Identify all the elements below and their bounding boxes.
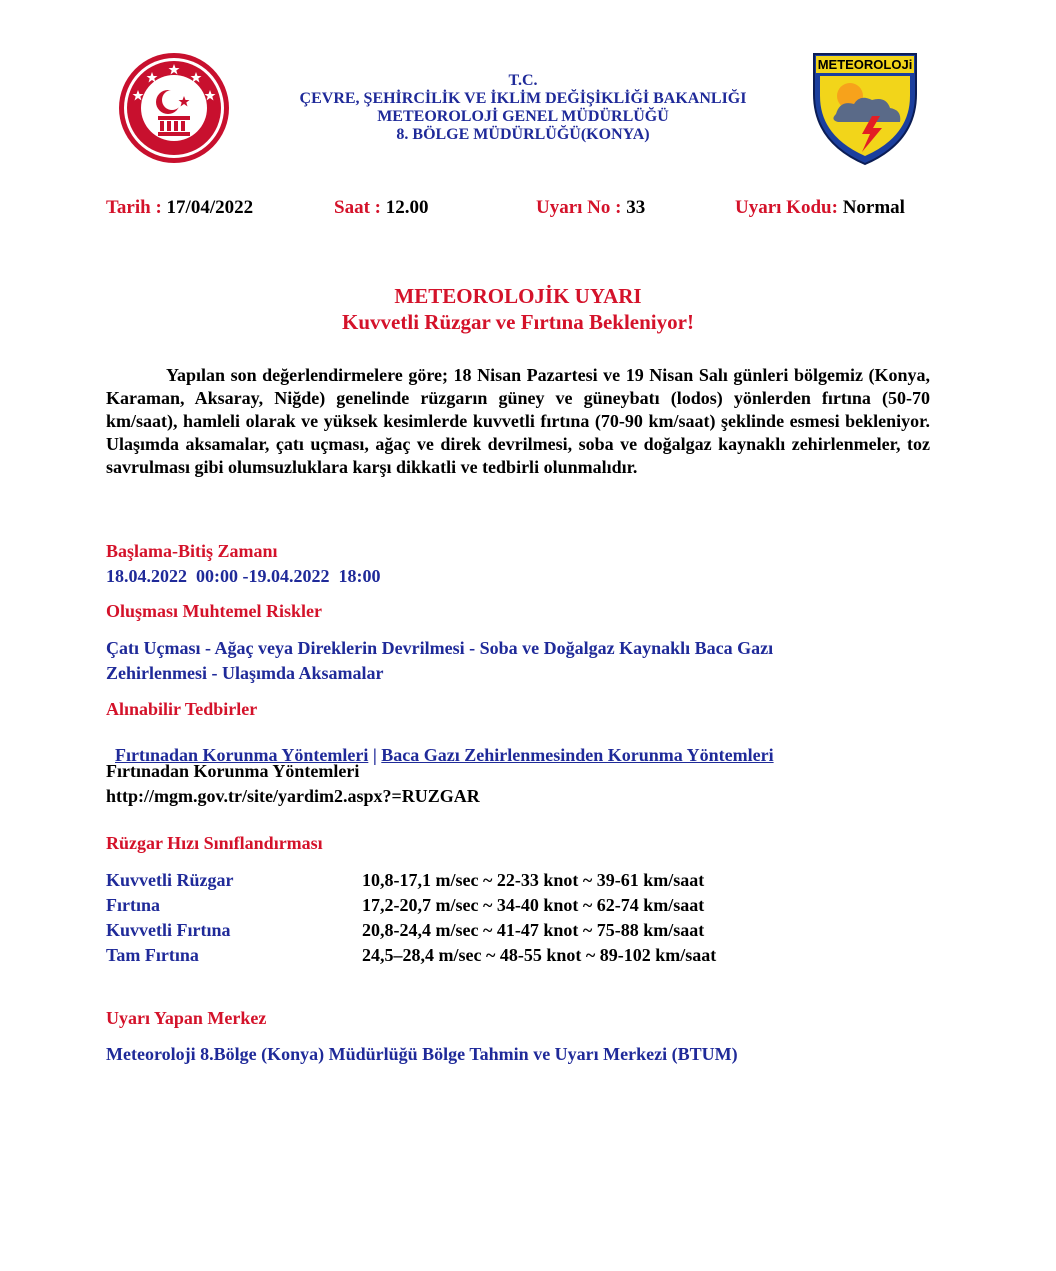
wind-class-value: 10,8-17,1 m/sec ~ 22-33 knot ~ 39-61 km/saat bbox=[362, 870, 705, 890]
warning-code-label: Uyarı Kodu: bbox=[735, 197, 838, 218]
warning-number-value: 33 bbox=[626, 197, 646, 218]
header-tc: T.C. bbox=[508, 72, 538, 89]
meteoroloji-logo bbox=[810, 50, 920, 168]
wind-class-label: Rüzgar Hızı Sınıflandırması bbox=[106, 833, 323, 853]
wind-class-name: Fırtına bbox=[106, 895, 160, 915]
wind-class-name: Kuvvetli Fırtına bbox=[106, 920, 231, 940]
time-field bbox=[334, 197, 428, 219]
warning-number-field bbox=[536, 197, 645, 219]
warning-body: Yapılan son değerlendirmelere göre; 18 Nisan Pazartesi ve 19 Nisan Salı günleri bölgemiz (Konya, Karaman, Aksaray, Niğde) genelinde rüzgarın güney ve güneybatı (lodos) yönlerden fırtına (50-70 km/saat), hamleli olarak ve yüksek kesimlerde kuvvetli fırtına (70-90 km/saat) şeklinde esmesi bekleniyor. Ulaşımda aksamalar, çatı uçması, ağaç ve direk devrilmesi, soba ve doğalgaz kaynaklı zehirlenmeler, toz savrulması gibi olumsuzluklara karşı dikkatli ve tedbirli olunmalıdır. bbox=[106, 365, 930, 477]
storm-protection-link[interactable]: Fırtınadan Korunma Yöntemleri bbox=[115, 745, 369, 765]
date-value: 17/04/2022 bbox=[166, 197, 254, 218]
table-row bbox=[106, 943, 716, 968]
date-label: Tarih : bbox=[106, 197, 162, 218]
warning-code-field bbox=[735, 197, 905, 219]
wind-class-table bbox=[106, 868, 716, 968]
table-row bbox=[106, 918, 716, 943]
issuing-center-value: Meteoroloji 8.Bölge (Konya) Müdürlüğü Bölge Tahmin ve Uyarı Merkezi (BTUM) bbox=[106, 1044, 738, 1064]
wind-class-value: 24,5–28,4 m/sec ~ 48-55 knot ~ 89-102 km/saat bbox=[362, 945, 717, 965]
wind-class-name: Tam Fırtına bbox=[106, 945, 199, 965]
risks-line-2: Zehirlenmesi - Ulaşımda Aksamalar bbox=[106, 663, 384, 683]
warning-number-label: Uyarı No : bbox=[536, 197, 622, 218]
measures-links bbox=[106, 724, 774, 766]
warning-code-value: Normal bbox=[842, 197, 905, 218]
header-directorate: METEOROLOJİ GENEL MÜDÜRLÜĞÜ bbox=[377, 108, 669, 125]
links-separator: | bbox=[368, 745, 382, 765]
issuing-center-label: Uyarı Yapan Merkez bbox=[106, 1008, 267, 1028]
date-field bbox=[106, 197, 253, 219]
period-value: 18.04.2022 00:00 -19.04.2022 18:00 bbox=[106, 566, 381, 586]
header-block bbox=[240, 72, 806, 144]
warning-title-block bbox=[0, 283, 1036, 335]
wind-class-name: Kuvvetli Rüzgar bbox=[106, 870, 234, 890]
header-regional: 8. BÖLGE MÜDÜRLÜĞÜ(KONYA) bbox=[396, 126, 650, 143]
time-value: 12.00 bbox=[385, 197, 429, 218]
ministry-seal-logo bbox=[116, 50, 232, 166]
risks-line-1: Çatı Uçması - Ağaç veya Direklerin Devrilmesi - Soba ve Doğalgaz Kaynaklı Baca Gazı bbox=[106, 638, 774, 658]
table-row bbox=[106, 868, 716, 893]
warning-title: METEOROLOJİK UYARI bbox=[394, 284, 642, 308]
reference-url[interactable]: http://mgm.gov.tr/site/yardim2.aspx?=RUZGAR bbox=[106, 786, 480, 806]
meteoroloji-logo-text: METEOROLOJi bbox=[817, 57, 913, 72]
wind-class-value: 17,2-20,7 m/sec ~ 34-40 knot ~ 62-74 km/saat bbox=[362, 895, 705, 915]
table-row bbox=[106, 893, 716, 918]
measures-label: Alınabilir Tedbirler bbox=[106, 699, 258, 719]
reference-title: Fırtınadan Korunma Yöntemleri bbox=[106, 761, 360, 781]
wind-class-value: 20,8-24,4 m/sec ~ 41-47 knot ~ 75-88 km/saat bbox=[362, 920, 705, 940]
warning-subtitle: Kuvvetli Rüzgar ve Fırtına Bekleniyor! bbox=[342, 310, 694, 334]
time-label: Saat : bbox=[334, 197, 381, 218]
period-label: Başlama-Bitiş Zamanı bbox=[106, 541, 278, 561]
header-ministry: ÇEVRE, ŞEHİRCİLİK VE İKLİM DEĞİŞİKLİĞİ BAKANLIĞI bbox=[299, 90, 747, 107]
flue-gas-protection-link[interactable]: Baca Gazı Zehirlenmesinden Korunma Yöntemleri bbox=[381, 745, 774, 765]
risks-label: Oluşması Muhtemel Riskler bbox=[106, 601, 322, 621]
